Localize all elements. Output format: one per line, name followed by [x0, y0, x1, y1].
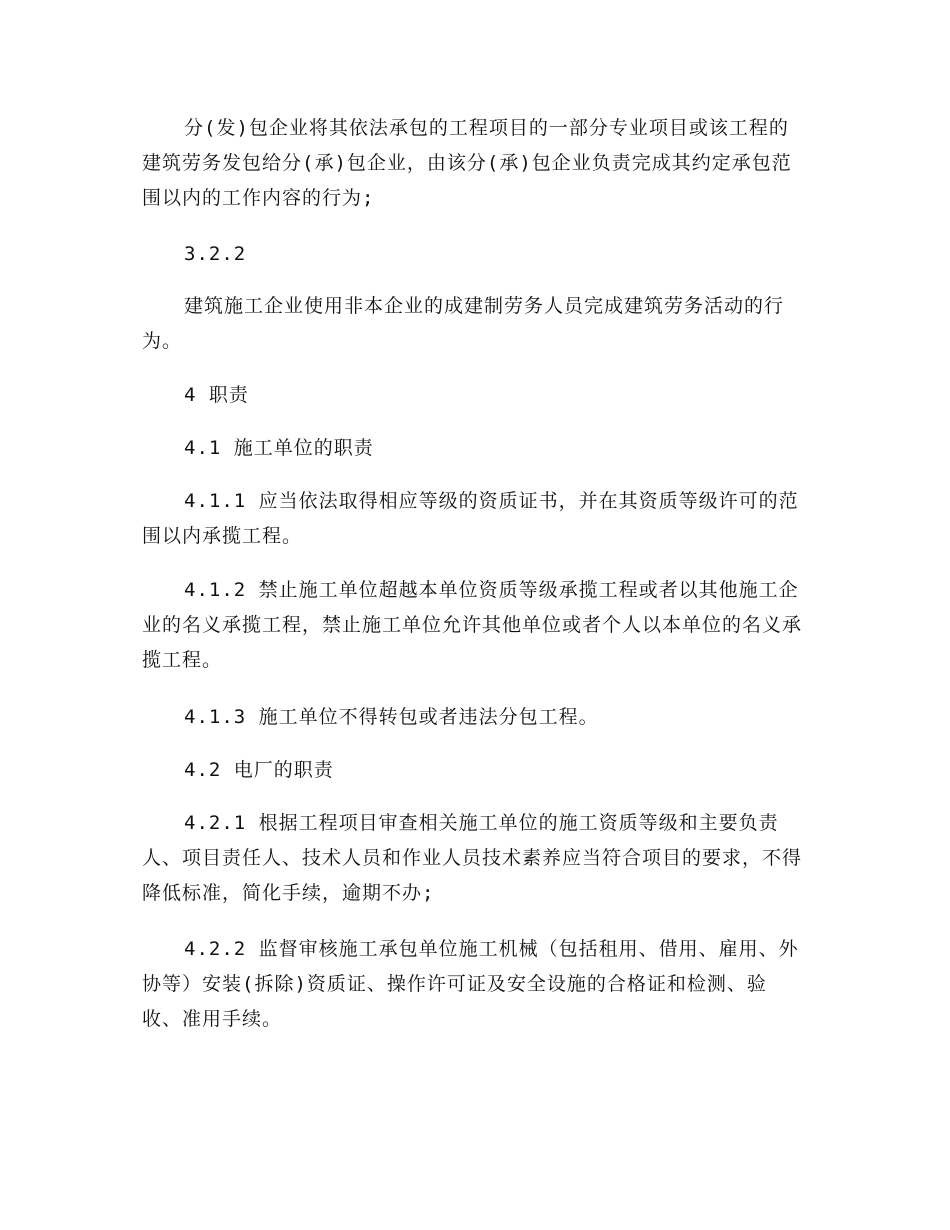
section-number-3-2-2: 3.2.2 [184, 243, 247, 265]
paragraph-4-1-1: 4.1.1 应当依法取得相应等级的资质证书，并在其资质等级许可的范围以内承揽工程。 [142, 490, 799, 547]
paragraph-4-2-2: 4.2.2 监督审核施工承包单位施工机械（包括租用、借用、雇用、外协等）安装(拆除)资质证、操作许可证及安全设施的合格证和检测、验收、准用手续。 [142, 938, 799, 1030]
section-heading-4-2: 4.2 电厂的职责 [184, 759, 334, 781]
paragraph-4-1-2: 4.1.2 禁止施工单位超越本单位资质等级承揽工程或者以其他施工企业的名义承揽工程，禁止施工单位允许其他单位或者个人以本单位的名义承揽工程。 [142, 579, 803, 671]
section-heading-4: 4 职责 [184, 384, 249, 406]
paragraph-subcontract-definition: 分(发)包企业将其依法承包的工程项目的一部分专业项目或该工程的建筑劳务发包给分(承)包企业，由该分(承)包企业负责完成其约定承包范围以内的工作内容的行为; [142, 117, 792, 209]
paragraph-4-1-3: 4.1.3 施工单位不得转包或者违法分包工程。 [184, 706, 599, 728]
section-heading-4-1: 4.1 施工单位的职责 [184, 437, 374, 459]
paragraph-labor-definition: 建筑施工企业使用非本企业的成建制劳务人员完成建筑劳务活动的行为。 [142, 295, 785, 352]
paragraph-4-2-1: 4.2.1 根据工程项目审查相关施工单位的施工资质等级和主要负责人、项目责任人、技术人员和作业人员技术素养应当符合项目的要求，不得降低标准，简化手续，逾期不办; [142, 812, 803, 904]
